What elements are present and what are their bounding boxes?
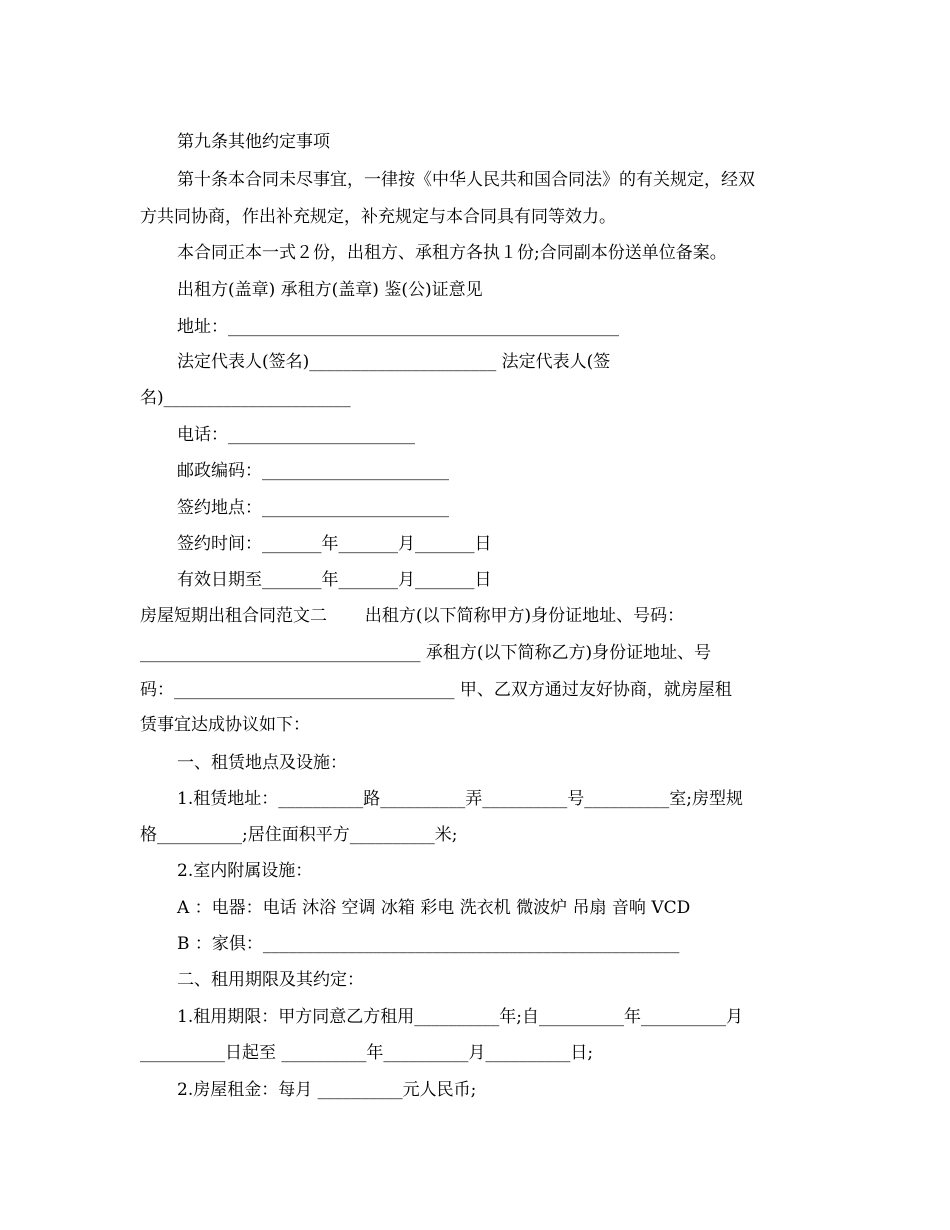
text-line: 房屋短期出租合同范文二 出租方(以下简称甲方)身份证地址、号码：: [140, 606, 685, 626]
text-line: 法定代表人(签名)______________________ 法定代表人(签: [177, 352, 611, 372]
text-line: 电话：______________________: [177, 425, 415, 445]
text-line: 一、租赁地点及设施：: [177, 753, 347, 773]
text-line: 第九条其他约定事项: [177, 132, 330, 152]
text-line: 赁事宜达成协议如下：: [140, 715, 310, 735]
text-line: 出租方(盖章) 承租方(盖章) 鉴(公)证意见: [177, 280, 483, 300]
text-line: 名)______________________: [140, 388, 351, 408]
text-line: A ：电器：电话 沐浴 空调 冰箱 彩电 洗衣机 微波炉 吊扇 音响 VCD: [177, 898, 691, 918]
text-line: 有效日期至_______年_______月_______日: [177, 570, 492, 590]
text-line: __________日起至 __________年__________月__________日;: [140, 1043, 594, 1063]
text-line: 1.租赁地址：__________路__________弄__________号__________室;房型规: [177, 789, 743, 809]
text-line: 邮政编码：______________________: [177, 461, 449, 481]
text-line: 第十条本合同未尽事宜，一律按《中华人民共和国合同法》的有关规定，经双: [177, 170, 755, 190]
text-line: B ：家俱：_________________________________________________: [177, 934, 680, 954]
text-line: 2.室内附属设施：: [177, 861, 313, 881]
text-line: 地址：______________________________________________: [177, 317, 619, 337]
text-line: 1.租用期限：甲方同意乙方租用__________年;自__________年__________月: [177, 1007, 743, 1027]
text-line: 2.房屋租金：每月 __________元人民币;: [177, 1080, 477, 1100]
text-line: 方共同协商，作出补充规定，补充规定与本合同具有同等效力。: [140, 207, 616, 227]
text-line: 本合同正本一式２份，出租方、承租方各执１份;合同副本份送单位备案。: [177, 243, 727, 263]
text-line: 二、租用期限及其约定：: [177, 970, 364, 990]
text-line: 签约时间：_______年_______月_______日: [177, 534, 492, 554]
text-line: 格__________;居住面积平方__________米;: [140, 825, 458, 845]
text-line: _________________________________ 承租方(以下简称乙方)身份证地址、号: [140, 643, 712, 663]
text-line: 码：_________________________________ 甲、乙双方通过友好协商，就房屋租: [140, 680, 732, 700]
text-line: 签约地点：______________________: [177, 498, 449, 518]
